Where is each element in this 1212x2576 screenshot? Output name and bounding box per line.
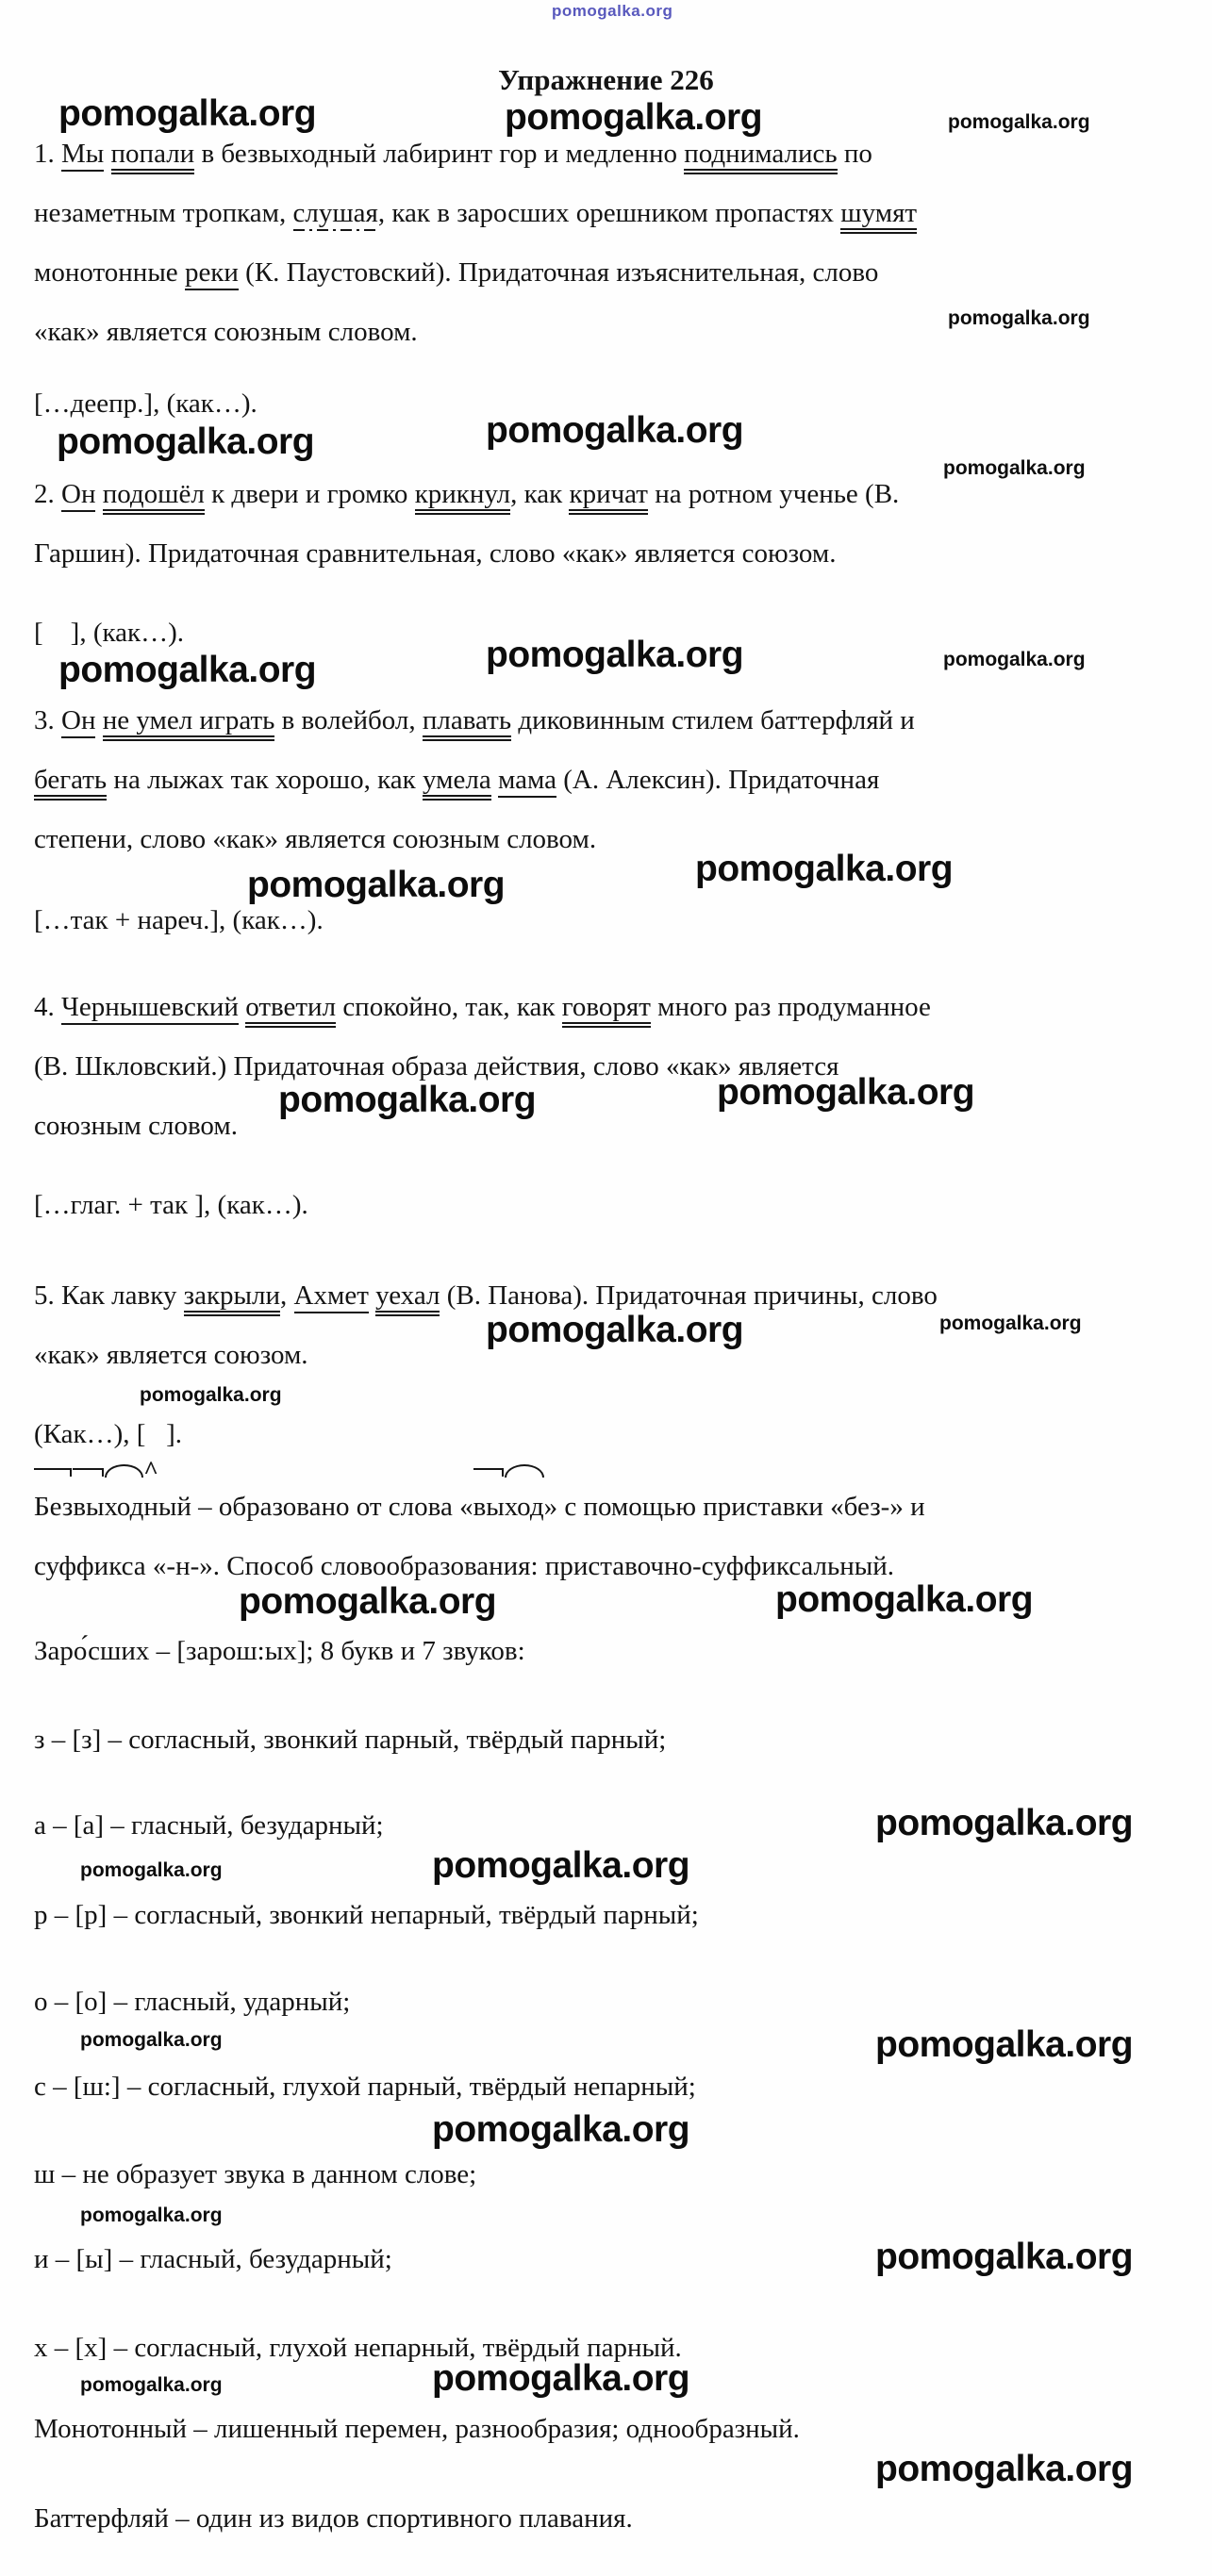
watermark-large: pomogalka.org bbox=[57, 421, 315, 462]
phonetic-row-r: р – [р] – согласный, звонкий непарный, твёрдый парный; bbox=[34, 1900, 699, 1930]
scheme-3: […так + нареч.], (как…). bbox=[34, 905, 324, 935]
watermark-large: pomogalka.org bbox=[717, 1072, 975, 1113]
text-segment: в безвыходный лабиринт гор и медленно bbox=[194, 139, 685, 169]
text-line bbox=[34, 465, 899, 524]
scheme-5: (Как…), [ ]. bbox=[34, 1419, 183, 1449]
watermark-large: pomogalka.org bbox=[875, 2449, 1134, 2489]
text-segment: «как» является союзом. bbox=[34, 1340, 308, 1370]
text-segment: 3. bbox=[34, 705, 61, 735]
text-segment: , bbox=[280, 1280, 294, 1311]
morpheme-part: Без bbox=[34, 1478, 73, 1537]
underlined-word: реки bbox=[185, 257, 239, 290]
text-line bbox=[34, 1537, 925, 1596]
underlined-word: слушая bbox=[293, 198, 378, 231]
text-line bbox=[34, 124, 917, 184]
watermark-large: pomogalka.org bbox=[875, 1803, 1134, 1843]
scheme-4: […глаг. + так ], (как…). bbox=[34, 1190, 308, 1220]
text-segment: «как» является союзным словом. bbox=[34, 317, 418, 347]
phonetic-row-i: и – [ы] – гласный, безударный; bbox=[34, 2244, 392, 2274]
text-segment: (А. Алексин). Придаточная bbox=[556, 765, 880, 795]
text-segment: много раз продуманное bbox=[650, 992, 931, 1022]
text-line bbox=[34, 691, 915, 751]
morpheme-part: ход bbox=[505, 1478, 544, 1537]
text-line bbox=[34, 1097, 931, 1156]
watermark-small: pomogalka.org bbox=[939, 1313, 1082, 1334]
phonetic-intro: Заро́сших – [зарош:ых]; 8 букв и 7 звуков: bbox=[34, 1636, 525, 1666]
phonetic-row-h: х – [х] – согласный, глухой непарный, твёрдый парный. bbox=[34, 2333, 682, 2363]
exercise-title: Упражнение 226 bbox=[498, 62, 714, 96]
text-line bbox=[34, 751, 915, 810]
scheme-2: [ ], (как…). bbox=[34, 618, 184, 648]
text-segment: по bbox=[837, 139, 872, 169]
word-formation-analysis bbox=[34, 1478, 925, 1596]
text-segment: на лыжах так хорошо, как bbox=[107, 765, 423, 795]
sentence-analysis-4 bbox=[34, 978, 931, 1156]
text-segment: 4. bbox=[34, 992, 61, 1022]
underlined-word: уехал bbox=[375, 1280, 440, 1316]
watermark-large: pomogalka.org bbox=[58, 650, 317, 690]
text-segment: , как в заросших орешником пропастях bbox=[377, 198, 841, 228]
watermark-large: pomogalka.org bbox=[875, 2237, 1134, 2277]
definition-batterflyay: Баттерфляй – один из видов спортивного плавания. bbox=[34, 2503, 633, 2534]
watermark-large: pomogalka.org bbox=[58, 93, 317, 134]
morpheme-part: ход bbox=[105, 1478, 144, 1537]
underlined-word: Он bbox=[61, 479, 95, 512]
underlined-word: не умел играть bbox=[103, 705, 275, 741]
text-segment: незаметным тропкам, bbox=[34, 198, 293, 228]
sentence-analysis-1 bbox=[34, 124, 917, 362]
phonetic-row-o: о – [о] – гласный, ударный; bbox=[34, 1987, 351, 2017]
text-line bbox=[34, 978, 931, 1037]
text-line bbox=[34, 1478, 925, 1537]
underlined-word: крикнул bbox=[415, 479, 510, 515]
text-segment: ый – образовано от слова « bbox=[158, 1492, 473, 1522]
phonetic-row-z: з – [з] – согласный, звонкий парный, твёрдый парный; bbox=[34, 1725, 667, 1755]
underlined-word: попали bbox=[111, 139, 195, 174]
underlined-word: умела bbox=[423, 765, 491, 801]
morpheme-part: вы bbox=[473, 1478, 505, 1537]
text-segment: к двери и громко bbox=[204, 479, 415, 509]
text-segment bbox=[95, 479, 102, 509]
watermark-small: pomogalka.org bbox=[80, 2374, 223, 2396]
watermark-small: pomogalka.org bbox=[80, 2204, 223, 2226]
scheme-1: […деепр.], (как…). bbox=[34, 388, 257, 419]
text-segment: Гаршин). Придаточная сравнительная, слово «как» является союзом. bbox=[34, 538, 837, 569]
underlined-word: Мы bbox=[61, 139, 104, 172]
morpheme-part: ^ н bbox=[143, 1478, 158, 1537]
phonetic-row-a: а – [а] – гласный, безударный; bbox=[34, 1810, 384, 1841]
watermark-large: pomogalka.org bbox=[432, 2358, 690, 2399]
watermark-large: pomogalka.org bbox=[505, 97, 763, 138]
watermark-large: pomogalka.org bbox=[875, 2024, 1134, 2065]
text-segment: союзным словом. bbox=[34, 1111, 238, 1141]
watermark-large: pomogalka.org bbox=[486, 1310, 744, 1350]
sentence-analysis-3 bbox=[34, 691, 915, 869]
text-line bbox=[34, 1326, 938, 1385]
text-line bbox=[34, 810, 915, 869]
morpheme-part: вы bbox=[73, 1478, 104, 1537]
underlined-word: поднимались bbox=[684, 139, 837, 174]
text-segment bbox=[491, 765, 498, 795]
sentence-analysis-2 bbox=[34, 465, 899, 584]
text-segment: , как bbox=[510, 479, 570, 509]
text-segment: монотонные bbox=[34, 257, 185, 288]
underlined-word: говорят bbox=[562, 992, 651, 1028]
watermark-small: pomogalka.org bbox=[80, 1859, 223, 1881]
text-line bbox=[34, 1266, 938, 1326]
text-segment bbox=[95, 705, 102, 735]
underlined-word: ответил bbox=[245, 992, 336, 1028]
watermark-large: pomogalka.org bbox=[775, 1579, 1034, 1620]
underlined-word: мама bbox=[498, 765, 556, 798]
watermark-large: pomogalka.org bbox=[486, 410, 744, 451]
underlined-word: подошёл bbox=[103, 479, 205, 515]
underlined-word: закрыли bbox=[184, 1280, 280, 1316]
underlined-word: Ахмет bbox=[294, 1280, 369, 1313]
phonetic-row-s: с – [ш:] – согласный, глухой парный, твёрдый непарный; bbox=[34, 2072, 696, 2102]
watermark-small: pomogalka.org bbox=[948, 111, 1090, 133]
text-segment: спокойно, так, как bbox=[336, 992, 562, 1022]
watermark-small: pomogalka.org bbox=[140, 1384, 282, 1406]
watermark-large: pomogalka.org bbox=[432, 1845, 690, 1886]
text-segment: 5. Как лавку bbox=[34, 1280, 184, 1311]
definition-monotonny: Монотонный – лишенный перемен, разнообразия; однообразный. bbox=[34, 2414, 800, 2444]
underlined-word: плавать bbox=[423, 705, 511, 741]
watermark-small: pomogalka.org bbox=[80, 2029, 223, 2051]
text-segment: в волейбол, bbox=[274, 705, 423, 735]
text-line bbox=[34, 184, 917, 243]
text-segment: 2. bbox=[34, 479, 61, 509]
watermark-blue: pomogalka.org bbox=[552, 2, 673, 20]
text-segment: (В. Панова). Придаточная причины, слово bbox=[440, 1280, 938, 1311]
underlined-word: бегать bbox=[34, 765, 107, 801]
phonetic-row-sh: ш – не образует звука в данном слове; bbox=[34, 2159, 477, 2189]
sentence-analysis-5 bbox=[34, 1266, 938, 1385]
text-line bbox=[34, 524, 899, 584]
watermark-large: pomogalka.org bbox=[278, 1080, 537, 1120]
watermark-small: pomogalka.org bbox=[943, 457, 1086, 479]
watermark-large: pomogalka.org bbox=[247, 865, 506, 905]
underlined-word: кричат bbox=[569, 479, 648, 515]
watermark-large: pomogalka.org bbox=[695, 849, 954, 889]
text-segment: суффикса «-н-». Способ словообразования: приставочно-суффиксальный. bbox=[34, 1551, 895, 1581]
text-segment: » с помощью приставки «без-» и bbox=[543, 1492, 925, 1522]
text-segment: (К. Паустовский). Придаточная изъяснительная, слово bbox=[238, 257, 879, 288]
text-segment: на ротном ученье (В. bbox=[647, 479, 900, 509]
text-line bbox=[34, 303, 917, 362]
text-line bbox=[34, 243, 917, 303]
watermark-small: pomogalka.org bbox=[943, 649, 1086, 670]
text-segment: диковинным стилем баттерфляй и bbox=[511, 705, 915, 735]
underlined-word: Он bbox=[61, 705, 95, 738]
text-segment: степени, слово «как» является союзным словом. bbox=[34, 824, 597, 854]
watermark-large: pomogalka.org bbox=[432, 2109, 690, 2150]
text-segment bbox=[104, 139, 110, 169]
underlined-word: шумят bbox=[840, 198, 917, 234]
watermark-small: pomogalka.org bbox=[948, 307, 1090, 329]
text-segment: (В. Шкловский.) Придаточная образа действия, слово «как» является bbox=[34, 1051, 839, 1082]
underlined-word: Чернышевский bbox=[61, 992, 239, 1025]
watermark-large: pomogalka.org bbox=[486, 635, 744, 675]
text-segment: 1. bbox=[34, 139, 61, 169]
watermark-large: pomogalka.org bbox=[239, 1581, 497, 1622]
text-line bbox=[34, 1037, 931, 1097]
